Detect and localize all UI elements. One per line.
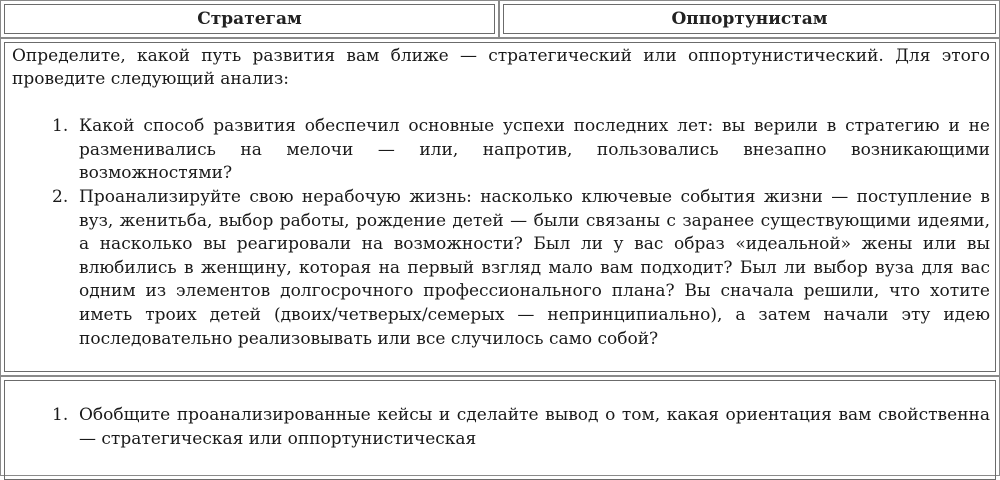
- intro-paragraph: Определите, какой путь развития вам ближе — стратегический или оппортунистический. Для этого проведите следующий анализ:: [12, 46, 990, 89]
- list-item-number: 1.: [52, 405, 69, 425]
- header-cell-opportunists: [503, 4, 996, 34]
- list-item: Обобщите проанализированные кейсы и сделайте вывод о том, какая ориентация вам свойственна — стратегическая или оппортунистическая: [79, 405, 990, 449]
- header-opportunists: Оппортунистам: [671, 9, 828, 29]
- list-item: Какой способ развития обеспечил основные успехи последних лет: вы верили в стратегию и не разменивались на мелочи — или, напротив, пользовались внезапно возникающими возможностями?: [79, 116, 990, 184]
- list-item: Проанализируйте свою нерабочую жизнь: насколько ключевые события жизни — поступление в вуз, женитьба, выбор работы, рождение детей — были связаны с заранее существующими идеями, а насколько вы реагировали на возможности? Был ли у вас образ «идеальной» жены или вы влюбились в женщину, которая на первый взгляд мало вам подходит? Был ли выбор вуза для вас одним из элементов долгосрочного профессионального плана? Вы сначала решили, что хотите иметь троих детей (двоих/четверых/семерых — непринципиально), а затем начали эту идею последовательно реализовывать или все случилось само собой?: [79, 187, 990, 349]
- header-strategists: Стратегам: [197, 9, 302, 29]
- header-cell-strategists: [4, 4, 495, 34]
- list-item-number: 1.: [52, 116, 69, 136]
- list-item-number: 2.: [52, 187, 69, 207]
